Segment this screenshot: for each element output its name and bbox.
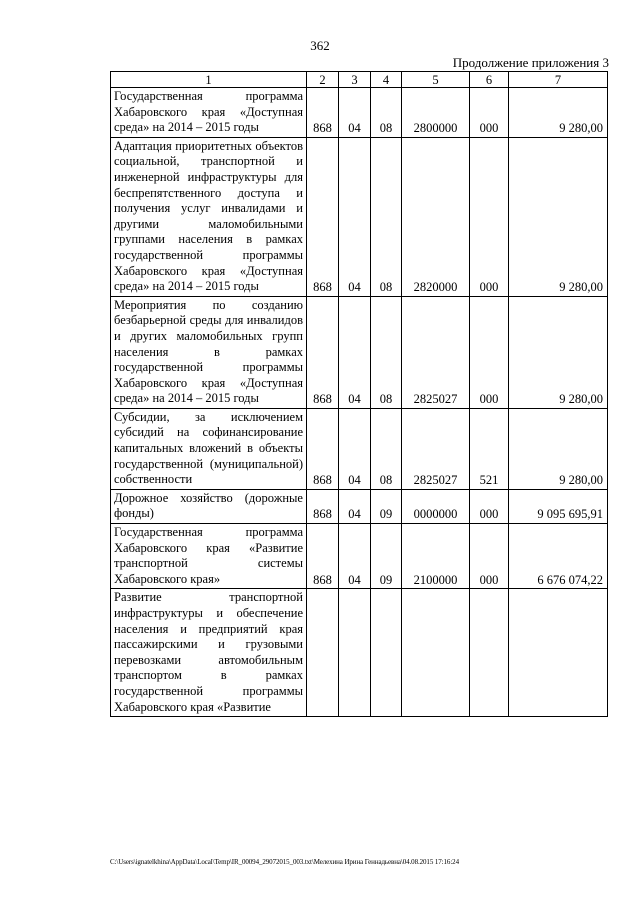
cell-subsection: 09 xyxy=(371,489,402,523)
cell-ministry xyxy=(307,589,339,717)
cell-subsection: 09 xyxy=(371,524,402,589)
row-name-cell: Субсидии, за исключением субсидий на софинансирование капитальных вложений в объекты государственной (муниципальной) собственности xyxy=(111,408,307,489)
cell-target-article: 2825027 xyxy=(402,296,470,408)
cell-amount: 9 095 695,91 xyxy=(509,489,608,523)
cell-target-article: 2820000 xyxy=(402,137,470,296)
row-name-cell: Развитие транспортной инфраструктуры и обеспечение населения и предприятий края пассажирскими и грузовыми перевозками автомобильным транспортом в рамках государственной программы Хабаровского края «Развитие xyxy=(111,589,307,717)
cell-amount: 9 280,00 xyxy=(509,296,608,408)
budget-table xyxy=(110,71,608,717)
cell-ministry: 868 xyxy=(307,489,339,523)
cell-section: 04 xyxy=(339,296,371,408)
table-row xyxy=(111,589,608,717)
table-row xyxy=(111,88,608,138)
cell-target-article: 2800000 xyxy=(402,88,470,138)
cell-subsection: 08 xyxy=(371,296,402,408)
cell-subsection xyxy=(371,589,402,717)
cell-section: 04 xyxy=(339,88,371,138)
cell-expense-type: 000 xyxy=(470,296,509,408)
row-name-cell: Государственная программа Хабаровского края «Доступная среда» на 2014 – 2015 годы xyxy=(111,88,307,138)
cell-amount: 6 676 074,22 xyxy=(509,524,608,589)
column-header: 3 xyxy=(339,72,371,88)
table-row xyxy=(111,296,608,408)
cell-subsection: 08 xyxy=(371,137,402,296)
column-header: 4 xyxy=(371,72,402,88)
cell-subsection: 08 xyxy=(371,408,402,489)
row-name-cell: Государственная программа Хабаровского края «Развитие транспортной системы Хабаровского края» xyxy=(111,524,307,589)
cell-expense-type: 000 xyxy=(470,524,509,589)
cell-target-article: 0000000 xyxy=(402,489,470,523)
cell-expense-type: 000 xyxy=(470,137,509,296)
cell-section: 04 xyxy=(339,524,371,589)
cell-target-article: 2825027 xyxy=(402,408,470,489)
page-number: 362 xyxy=(310,38,330,53)
cell-ministry: 868 xyxy=(307,296,339,408)
cell-ministry: 868 xyxy=(307,524,339,589)
table-row xyxy=(111,489,608,523)
cell-subsection: 08 xyxy=(371,88,402,138)
table-row xyxy=(111,408,608,489)
cell-target-article xyxy=(402,589,470,717)
cell-section: 04 xyxy=(339,489,371,523)
cell-section: 04 xyxy=(339,137,371,296)
cell-section xyxy=(339,589,371,717)
table-row xyxy=(111,524,608,589)
row-name-cell: Дорожное хозяйство (дорожные фонды) xyxy=(111,489,307,523)
cell-expense-type: 000 xyxy=(470,88,509,138)
annex-title: Продолжение приложения 3 xyxy=(452,55,609,70)
column-header: 2 xyxy=(307,72,339,88)
column-header: 5 xyxy=(402,72,470,88)
cell-expense-type: 521 xyxy=(470,408,509,489)
cell-ministry: 868 xyxy=(307,88,339,138)
row-name-cell: Мероприятия по созданию безбарьерной среды для инвалидов и других маломобильных групп населения в рамках государственной программы Хабаровского края «Доступная среда» на 2014 – 2015 годы xyxy=(111,296,307,408)
column-header: 7 xyxy=(509,72,608,88)
cell-amount: 9 280,00 xyxy=(509,137,608,296)
table-row xyxy=(111,137,608,296)
cell-section: 04 xyxy=(339,408,371,489)
cell-target-article: 2100000 xyxy=(402,524,470,589)
row-name-cell: Адаптация приоритетных объектов социальной, транспортной и инженерной инфраструктуры для беспрепятственного доступа и получения услуг инвалидами и другими маломобильными группами населения в рамках государственной программы Хабаровского края «Доступная среда» на 2014 – 2015 годы xyxy=(111,137,307,296)
column-header: 1 xyxy=(111,72,307,88)
cell-ministry: 868 xyxy=(307,408,339,489)
cell-ministry: 868 xyxy=(307,137,339,296)
cell-expense-type xyxy=(470,589,509,717)
cell-amount: 9 280,00 xyxy=(509,408,608,489)
cell-amount: 9 280,00 xyxy=(509,88,608,138)
file-path-footer: C:\Users\ignatelkhina\AppData\Local\Temp\IR_00094_29072015_003.txt\Мелехина Ирина Геннадьевна\04.08.2015 17:16:24 xyxy=(110,858,459,866)
cell-expense-type: 000 xyxy=(470,489,509,523)
table-header-row xyxy=(111,72,608,88)
cell-amount xyxy=(509,589,608,717)
column-header: 6 xyxy=(470,72,509,88)
